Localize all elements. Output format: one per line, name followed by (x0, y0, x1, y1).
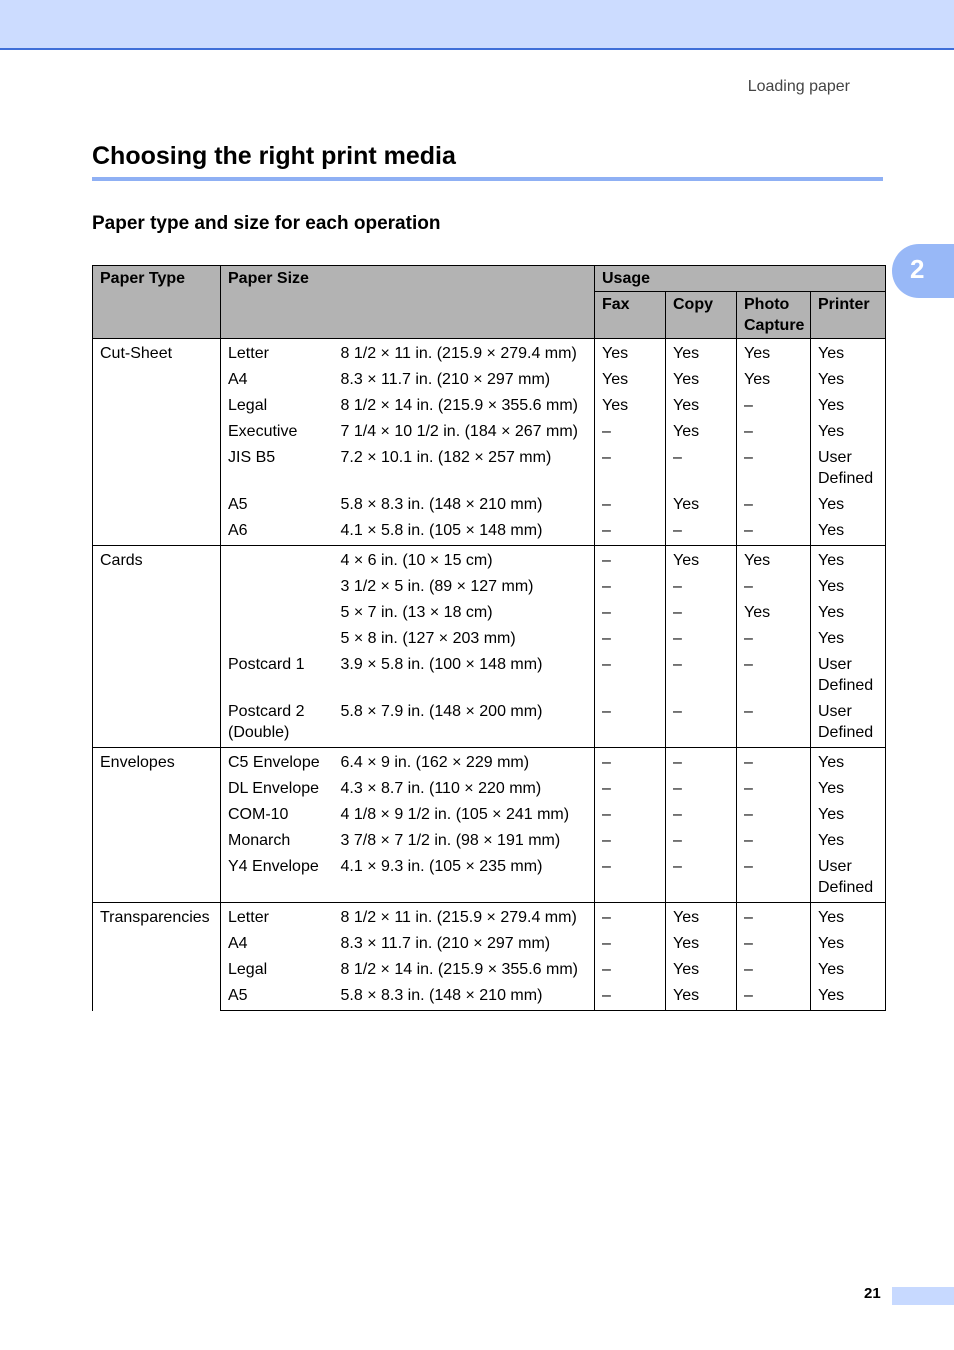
size-dimensions: 7 1/4 × 10 1/2 in. (184 × 267 mm) (337, 419, 595, 445)
photo-capture-cell: – (737, 854, 811, 903)
photo-capture-cell: – (737, 445, 811, 492)
copy-cell: – (666, 574, 737, 600)
copy-cell: – (666, 600, 737, 626)
printer-cell: Yes (811, 518, 886, 546)
photo-capture-cell: – (737, 957, 811, 983)
copy-cell: – (666, 748, 737, 777)
printer-cell: Yes (811, 931, 886, 957)
copy-cell: – (666, 699, 737, 748)
size-dimensions: 5.8 × 8.3 in. (148 × 210 mm) (337, 983, 595, 1011)
fax-cell: – (595, 776, 666, 802)
photo-capture-cell: – (737, 903, 811, 932)
size-name: JIS B5 (221, 445, 337, 492)
size-name: Legal (221, 957, 337, 983)
printer-cell: Yes (811, 957, 886, 983)
paper-type-cell: Envelopes (93, 748, 221, 903)
fax-cell: – (595, 699, 666, 748)
photo-capture-cell: – (737, 419, 811, 445)
copy-cell: Yes (666, 931, 737, 957)
fax-cell: – (595, 802, 666, 828)
copy-cell: Yes (666, 339, 737, 368)
copy-cell: – (666, 802, 737, 828)
table-row (93, 903, 886, 932)
size-name: Monarch (221, 828, 337, 854)
printer-cell: Yes (811, 983, 886, 1011)
copy-cell: Yes (666, 903, 737, 932)
photo-capture-cell: – (737, 776, 811, 802)
chapter-number: 2 (910, 254, 925, 284)
size-name (221, 574, 337, 600)
copy-cell: Yes (666, 546, 737, 575)
title-underline (92, 177, 883, 181)
fax-cell: – (595, 903, 666, 932)
photo-capture-cell: – (737, 626, 811, 652)
header-usage: Usage (595, 266, 886, 292)
size-dimensions: 3 7/8 × 7 1/2 in. (98 × 191 mm) (337, 828, 595, 854)
fax-cell: Yes (595, 367, 666, 393)
subsection-title: Paper type and size for each operation (92, 213, 441, 234)
size-dimensions: 7.2 × 10.1 in. (182 × 257 mm) (337, 445, 595, 492)
fax-cell: – (595, 492, 666, 518)
size-name: Executive (221, 419, 337, 445)
fax-cell: – (595, 957, 666, 983)
header-fax: Fax (595, 292, 666, 339)
fax-cell: – (595, 518, 666, 546)
chapter-tab (892, 244, 954, 298)
size-name: Legal (221, 393, 337, 419)
size-dimensions: 8 1/2 × 11 in. (215.9 × 279.4 mm) (337, 903, 595, 932)
fax-cell: Yes (595, 339, 666, 368)
size-name: A4 (221, 367, 337, 393)
printer-cell: Yes (811, 828, 886, 854)
copy-cell: – (666, 652, 737, 699)
photo-capture-cell: – (737, 518, 811, 546)
size-name: COM-10 (221, 802, 337, 828)
photo-capture-cell: – (737, 748, 811, 777)
copy-cell: Yes (666, 367, 737, 393)
printer-cell: User Defined (811, 699, 886, 748)
size-dimensions: 8.3 × 11.7 in. (210 × 297 mm) (337, 367, 595, 393)
printer-cell: Yes (811, 339, 886, 368)
size-dimensions: 5.8 × 8.3 in. (148 × 210 mm) (337, 492, 595, 518)
copy-cell: Yes (666, 393, 737, 419)
size-name (221, 600, 337, 626)
table-row (93, 339, 886, 368)
copy-cell: Yes (666, 419, 737, 445)
printer-cell: Yes (811, 626, 886, 652)
running-header-title: Loading paper (747, 78, 850, 95)
size-name: A5 (221, 983, 337, 1011)
copy-cell: – (666, 776, 737, 802)
photo-capture-cell: – (737, 931, 811, 957)
printer-cell: Yes (811, 776, 886, 802)
fax-cell: – (595, 828, 666, 854)
size-name: A6 (221, 518, 337, 546)
size-dimensions: 3.9 × 5.8 in. (100 × 148 mm) (337, 652, 595, 699)
photo-capture-cell: – (737, 699, 811, 748)
fax-cell: – (595, 931, 666, 957)
printer-cell: Yes (811, 492, 886, 518)
size-name: A5 (221, 492, 337, 518)
size-name: Letter (221, 903, 337, 932)
copy-cell: Yes (666, 957, 737, 983)
photo-capture-cell: – (737, 983, 811, 1011)
fax-cell: – (595, 445, 666, 492)
page-number: 21 (864, 1285, 881, 1302)
size-name: C5 Envelope (221, 748, 337, 777)
paper-type-cell: Cut-Sheet (93, 339, 221, 546)
photo-capture-cell: Yes (737, 546, 811, 575)
fax-cell: Yes (595, 393, 666, 419)
fax-cell: – (595, 748, 666, 777)
header-copy: Copy (666, 292, 737, 339)
photo-capture-cell: – (737, 574, 811, 600)
table-row (93, 748, 886, 777)
size-dimensions: 4 1/8 × 9 1/2 in. (105 × 241 mm) (337, 802, 595, 828)
copy-cell: – (666, 828, 737, 854)
size-name: Y4 Envelope (221, 854, 337, 903)
copy-cell: Yes (666, 983, 737, 1011)
fax-cell: – (595, 574, 666, 600)
photo-capture-cell: – (737, 828, 811, 854)
printer-cell: Yes (811, 393, 886, 419)
paper-type-cell: Transparencies (93, 903, 221, 1011)
header-photo-capture: Photo Capture (737, 292, 811, 339)
printer-cell: Yes (811, 574, 886, 600)
printer-cell: Yes (811, 903, 886, 932)
printer-cell: User Defined (811, 652, 886, 699)
size-dimensions: 8.3 × 11.7 in. (210 × 297 mm) (337, 931, 595, 957)
size-name (221, 546, 337, 575)
copy-cell: – (666, 518, 737, 546)
size-dimensions: 4.3 × 8.7 in. (110 × 220 mm) (337, 776, 595, 802)
size-dimensions: 8 1/2 × 11 in. (215.9 × 279.4 mm) (337, 339, 595, 368)
photo-capture-cell: – (737, 393, 811, 419)
photo-capture-cell: – (737, 492, 811, 518)
size-dimensions: 4.1 × 5.8 in. (105 × 148 mm) (337, 518, 595, 546)
photo-capture-cell: Yes (737, 339, 811, 368)
photo-capture-cell: Yes (737, 600, 811, 626)
section-title: Choosing the right print media (92, 142, 456, 170)
size-name: DL Envelope (221, 776, 337, 802)
size-name: Letter (221, 339, 337, 368)
printer-cell: Yes (811, 600, 886, 626)
copy-cell: Yes (666, 492, 737, 518)
paper-media-table (92, 265, 886, 1011)
size-name: Postcard 1 (221, 652, 337, 699)
size-dimensions: 5.8 × 7.9 in. (148 × 200 mm) (337, 699, 595, 748)
printer-cell: User Defined (811, 854, 886, 903)
table-row (93, 546, 886, 575)
header-paper-type: Paper Type (93, 266, 221, 339)
printer-cell: User Defined (811, 445, 886, 492)
footer-band (892, 1287, 954, 1305)
photo-capture-cell: – (737, 652, 811, 699)
printer-cell: Yes (811, 546, 886, 575)
photo-capture-cell: Yes (737, 367, 811, 393)
size-dimensions: 3 1/2 × 5 in. (89 × 127 mm) (337, 574, 595, 600)
printer-cell: Yes (811, 748, 886, 777)
size-dimensions: 5 × 7 in. (13 × 18 cm) (337, 600, 595, 626)
fax-cell: – (595, 652, 666, 699)
photo-capture-cell: – (737, 802, 811, 828)
printer-cell: Yes (811, 419, 886, 445)
size-dimensions: 5 × 8 in. (127 × 203 mm) (337, 626, 595, 652)
copy-cell: – (666, 626, 737, 652)
fax-cell: – (595, 983, 666, 1011)
size-name: Postcard 2 (Double) (221, 699, 337, 748)
header-printer: Printer (811, 292, 886, 339)
size-dimensions: 6.4 × 9 in. (162 × 229 mm) (337, 748, 595, 777)
fax-cell: – (595, 546, 666, 575)
copy-cell: – (666, 445, 737, 492)
size-dimensions: 8 1/2 × 14 in. (215.9 × 355.6 mm) (337, 393, 595, 419)
top-header-band (0, 0, 954, 50)
table-body (93, 339, 886, 1011)
fax-cell: – (595, 600, 666, 626)
size-dimensions: 8 1/2 × 14 in. (215.9 × 355.6 mm) (337, 957, 595, 983)
size-name (221, 626, 337, 652)
header-paper-size: Paper Size (221, 266, 595, 339)
fax-cell: – (595, 626, 666, 652)
printer-cell: Yes (811, 367, 886, 393)
size-name: A4 (221, 931, 337, 957)
fax-cell: – (595, 419, 666, 445)
printer-cell: Yes (811, 802, 886, 828)
copy-cell: – (666, 854, 737, 903)
fax-cell: – (595, 854, 666, 903)
size-dimensions: 4.1 × 9.3 in. (105 × 235 mm) (337, 854, 595, 903)
paper-type-cell: Cards (93, 546, 221, 748)
size-dimensions: 4 × 6 in. (10 × 15 cm) (337, 546, 595, 575)
